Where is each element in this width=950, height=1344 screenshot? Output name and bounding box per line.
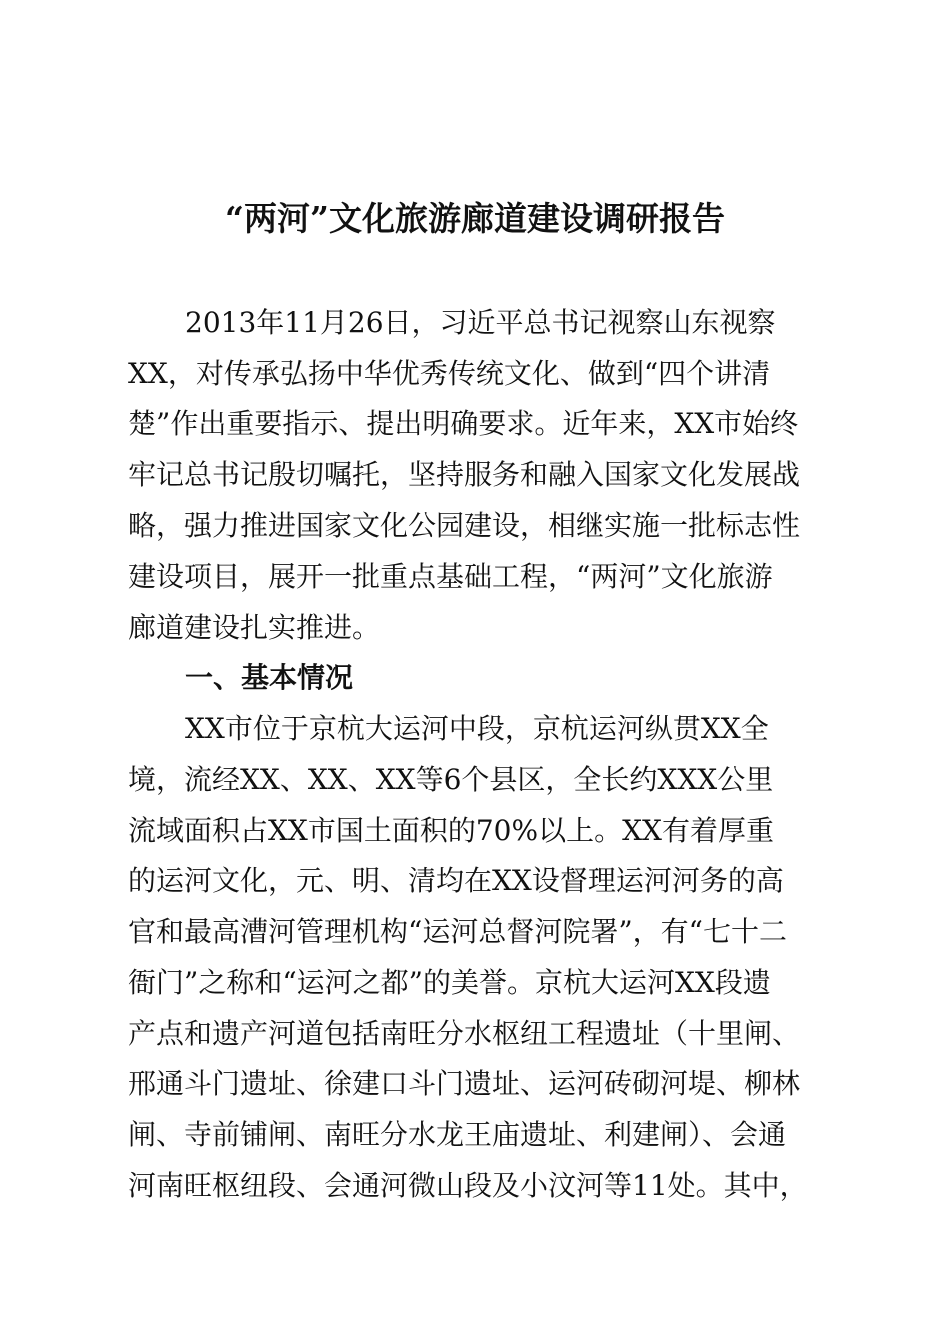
- paragraph-line: 境，流经XX、XX、XX等6个县区，全长约XXX公里: [128, 763, 774, 796]
- document-title: “两河”文化旅游廊道建设调研报告: [225, 199, 725, 238]
- paragraph-line: XX，对传承弘扬中华优秀传统文化、做到“四个讲清: [128, 357, 771, 390]
- section-heading: 一、基本情况: [185, 661, 354, 694]
- paragraph-line: 建设项目，展开一批重点基础工程，“两河”文化旅游: [128, 560, 773, 593]
- paragraph-line: 楚”作出重要指示、提出明确要求。近年来，XX市始终: [128, 407, 799, 440]
- paragraph-line: 牢记总书记殷切嘱托，坚持服务和融入国家文化发展战: [128, 458, 801, 491]
- paragraph-line: 的运河文化，元、明、清均在XX设督理运河河务的高: [128, 864, 784, 897]
- paragraph-line: 略，强力推进国家文化公园建设，相继实施一批标志性: [128, 509, 801, 542]
- paragraph-line: 官和最高漕河管理机构“运河总督河院署”，有“七十二: [128, 915, 787, 948]
- paragraph-line: 衙门”之称和“运河之都”的美誉。京杭大运河XX段遗: [128, 966, 771, 999]
- paragraph-line: 闸、寺前铺闸、南旺分水龙王庙遗址、利建闸）、会通: [128, 1118, 787, 1151]
- paragraph-line: 邢通斗门遗址、徐建口斗门遗址、运河砖砌河堤、柳林: [128, 1067, 801, 1100]
- paragraph-line: 廊道建设扎实推进。: [128, 611, 381, 644]
- paragraph-line: XX市位于京杭大运河中段，京杭运河纵贯XX全: [185, 712, 769, 745]
- paragraph-line: 2013年11月26日，习近平总书记视察山东视察: [185, 306, 776, 339]
- paragraph-line: 河南旺枢纽段、会通河微山段及小汶河等11处。其中，: [128, 1169, 808, 1202]
- paragraph-line: 产点和遗产河道包括南旺分水枢纽工程遗址（十里闸、: [128, 1017, 801, 1050]
- paragraph-line: 流域面积占XX市国土面积的70%以上。XX有着厚重: [128, 814, 774, 847]
